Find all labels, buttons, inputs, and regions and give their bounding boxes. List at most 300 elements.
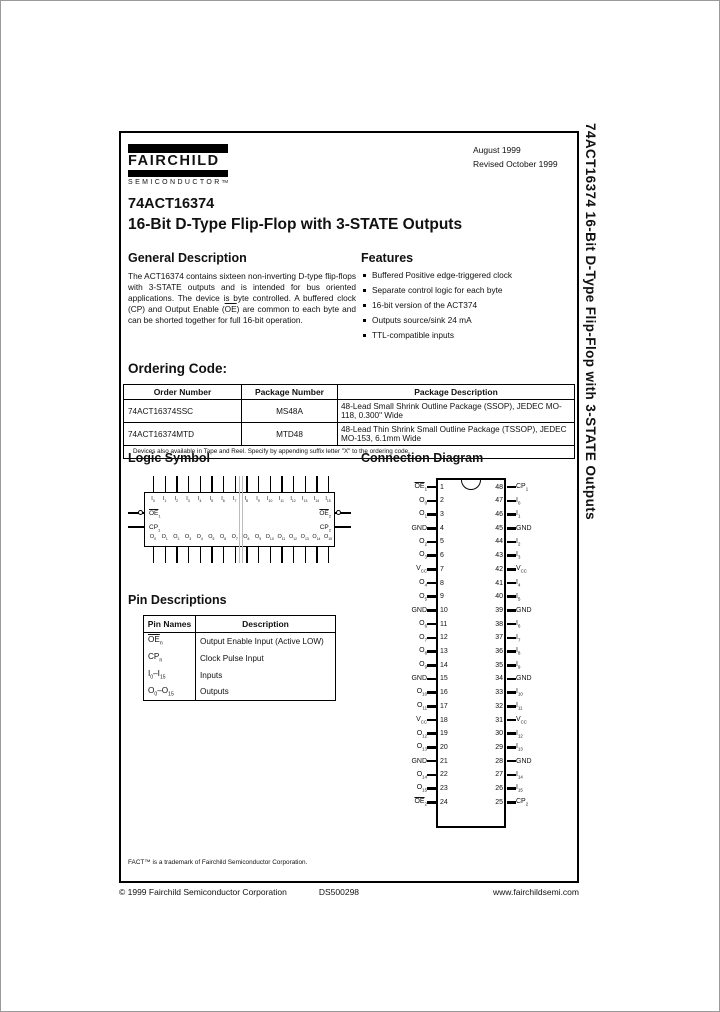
left-pin-label: $O_{12}$ bbox=[416, 729, 427, 738]
ordering-footnote: Devices also available in Tape and Reel. Specify by appending suffix letter "X" to the ordering code. bbox=[124, 446, 575, 459]
left-pin-number: 7 bbox=[440, 565, 444, 573]
section-heading-connection: Connection Diagram bbox=[361, 451, 484, 465]
pin-row bbox=[386, 494, 556, 508]
right-pin-number: 32 bbox=[495, 702, 503, 710]
left-pin-label: $O_8$ bbox=[419, 647, 427, 656]
right-pin-label: $I_1$ bbox=[516, 510, 521, 519]
right-pin-number: 29 bbox=[495, 743, 503, 751]
left-pin-label: GND bbox=[411, 524, 427, 532]
left-pin-number: 8 bbox=[440, 579, 444, 587]
left-pin-number: 9 bbox=[440, 593, 444, 601]
left-pin-label: $O_6$ bbox=[419, 619, 427, 629]
left-pin-label: GND bbox=[411, 757, 427, 765]
right-pin-label: $I_3$ bbox=[516, 551, 521, 560]
pin-stub-icon bbox=[507, 774, 516, 777]
output-pin-label: $O_4$ bbox=[196, 534, 203, 542]
output-pin-line bbox=[316, 547, 317, 563]
pin-stub-icon bbox=[507, 678, 516, 681]
left-pin-label: $O_7$ bbox=[419, 633, 427, 643]
output-pin-label: $O_{15}$ bbox=[324, 534, 333, 542]
pin-stub-icon bbox=[427, 500, 436, 503]
page-title: 16-Bit D-Type Flip-Flop with 3-STATE Outputs bbox=[128, 216, 463, 233]
ordering-col-package-description: Package Description bbox=[338, 385, 575, 400]
left-pin-number: 14 bbox=[440, 661, 448, 669]
pin-stub-icon bbox=[507, 595, 516, 598]
right-pin-label: $I_{14}$ bbox=[516, 770, 523, 780]
right-pin-label: GND bbox=[516, 757, 532, 765]
right-pin-number: 35 bbox=[495, 661, 503, 669]
left-pin-label: $O_{15}$ bbox=[416, 784, 427, 793]
pin-stub-icon bbox=[507, 554, 516, 557]
feature-item bbox=[361, 271, 575, 281]
ordering-header-row bbox=[124, 385, 575, 400]
right-pin-label: GND bbox=[516, 524, 532, 532]
pin-description-row bbox=[144, 667, 336, 684]
order-number-cell: 74ACT16374MTD bbox=[124, 423, 242, 446]
pin-stub-icon bbox=[427, 787, 436, 790]
sidebar-vertical-title: 74ACT16374 16-Bit D-Type Flip-Flop with 3-STATE Outputs bbox=[583, 123, 598, 521]
left-pin-label: $O_{14}$ bbox=[416, 770, 427, 780]
pin-row bbox=[386, 768, 556, 782]
output-pin-label: $O_7$ bbox=[231, 534, 238, 542]
trademark-note: FACT™ is a trademark of Fairchild Semiconductor Corporation. bbox=[128, 859, 308, 866]
input-pin-label: $I_{13}$ bbox=[302, 496, 308, 504]
bullet-icon bbox=[363, 274, 366, 277]
left-pin-number: 18 bbox=[440, 716, 448, 724]
pin-stub-icon bbox=[427, 609, 436, 612]
left-pin-label: $O_1$ bbox=[419, 510, 427, 519]
control-pin-label: $CP_1$ bbox=[149, 523, 161, 532]
pin-row bbox=[386, 727, 556, 741]
pin-table-body bbox=[144, 633, 336, 701]
pin-stub-icon bbox=[427, 637, 436, 640]
pin-stub-icon bbox=[427, 527, 436, 530]
input-pin-line bbox=[246, 476, 247, 492]
connection-ic bbox=[386, 471, 556, 833]
feature-text: Separate control logic for each byte bbox=[372, 284, 503, 295]
ordering-table bbox=[123, 384, 575, 459]
left-pin-label: GND bbox=[411, 606, 427, 614]
pin-name-cell: $CP_n$ bbox=[144, 650, 196, 667]
pin-stub-icon bbox=[507, 623, 516, 626]
right-pin-number: 47 bbox=[495, 497, 503, 505]
left-pin-number: 1 bbox=[440, 483, 444, 491]
left-pin-label: $\overline{OE}_2$ bbox=[414, 798, 427, 807]
pin-row bbox=[386, 700, 556, 714]
output-pin-label: $O_5$ bbox=[208, 534, 215, 542]
pin-stub-icon bbox=[427, 719, 436, 722]
input-pin-label: $I_{11}$ bbox=[278, 496, 284, 504]
pin-stub-icon bbox=[427, 595, 436, 598]
pin-table-header-row bbox=[144, 616, 336, 633]
left-pin-number: 15 bbox=[440, 675, 448, 683]
right-pin-number: 25 bbox=[495, 798, 503, 806]
output-pin-line bbox=[211, 547, 212, 563]
output-pin-label: $O_3$ bbox=[184, 534, 192, 542]
input-pin-line bbox=[316, 476, 317, 492]
right-pin-label: $I_4$ bbox=[516, 578, 521, 588]
pin-stub-icon bbox=[507, 486, 516, 489]
input-pin-label: $I_5$ bbox=[209, 496, 214, 504]
pin-stub-icon bbox=[427, 554, 436, 557]
pin-stub-icon bbox=[427, 650, 436, 653]
output-pin-label: $O_0$ bbox=[149, 534, 157, 542]
right-pin-label: $I_7$ bbox=[516, 633, 521, 643]
pin-row bbox=[386, 782, 556, 796]
left-pin-label: $O_0$ bbox=[419, 496, 427, 506]
pin-stub-icon bbox=[507, 609, 516, 612]
input-pin-line bbox=[223, 476, 224, 492]
feature-item bbox=[361, 331, 575, 341]
output-pin-label: $O_1$ bbox=[161, 534, 168, 542]
control-wire bbox=[128, 526, 144, 527]
pin-stub-icon bbox=[507, 527, 516, 530]
pin-row bbox=[386, 631, 556, 645]
section-heading-general: General Description bbox=[128, 251, 247, 265]
left-pin-number: 22 bbox=[440, 771, 448, 779]
pin-stub-icon bbox=[427, 774, 436, 777]
input-pin-line bbox=[293, 476, 294, 492]
left-pin-label: GND bbox=[411, 675, 427, 683]
pin-row bbox=[386, 590, 556, 604]
left-pin-label: $O_5$ bbox=[419, 592, 427, 601]
section-heading-features: Features bbox=[361, 251, 414, 265]
pin-row bbox=[386, 741, 556, 755]
output-pin-line bbox=[328, 547, 329, 563]
right-pin-label: $I_{10}$ bbox=[516, 688, 523, 697]
bullet-icon bbox=[363, 289, 366, 292]
pin-stub-icon bbox=[507, 691, 516, 694]
input-pin-label: $I_0$ bbox=[151, 496, 155, 504]
pin-descriptions-table bbox=[143, 615, 336, 701]
left-pin-label: $O_9$ bbox=[419, 661, 427, 670]
input-pin-label: $I_8$ bbox=[244, 496, 249, 504]
output-pin-label: $O_8$ bbox=[243, 534, 250, 542]
pin-stub-icon bbox=[507, 705, 516, 708]
bullet-icon bbox=[363, 304, 366, 307]
right-pin-label: $I_2$ bbox=[516, 537, 521, 547]
input-pin-label: $I_9$ bbox=[256, 496, 260, 504]
right-pin-label: $V_{CC}$ bbox=[516, 565, 527, 574]
pin-description-cell: Inputs bbox=[196, 667, 336, 684]
pin-stub-icon bbox=[507, 760, 516, 763]
feature-text: Buffered Positive edge-triggered clock bbox=[372, 270, 513, 280]
right-pin-number: 36 bbox=[495, 648, 503, 656]
right-pin-number: 45 bbox=[495, 524, 503, 532]
date-published: August 1999 bbox=[473, 145, 521, 155]
pin-stub-icon bbox=[427, 678, 436, 681]
left-pin-label: $O_4$ bbox=[419, 578, 427, 588]
output-pin-label: $O_{14}$ bbox=[312, 534, 321, 542]
pin-stub-icon bbox=[427, 664, 436, 667]
pin-stub-icon bbox=[507, 568, 516, 571]
pin-row bbox=[386, 521, 556, 535]
right-pin-number: 28 bbox=[495, 757, 503, 765]
left-pin-label: $\overline{OE}_1$ bbox=[414, 482, 427, 492]
right-pin-label: $I_{12}$ bbox=[516, 729, 523, 738]
left-pin-number: 2 bbox=[440, 497, 444, 505]
date-revised: Revised October 1999 bbox=[473, 159, 558, 169]
right-pin-number: 42 bbox=[495, 565, 503, 573]
pin-stub-icon bbox=[507, 787, 516, 790]
logo-name: FAIRCHILD bbox=[128, 153, 220, 169]
pin-row bbox=[386, 617, 556, 631]
pin-description-row bbox=[144, 633, 336, 650]
pin-stub-icon bbox=[507, 637, 516, 640]
bullet-icon bbox=[363, 334, 366, 337]
output-pin-line bbox=[305, 547, 306, 563]
right-pin-number: 46 bbox=[495, 511, 503, 519]
input-pin-line bbox=[188, 476, 189, 492]
pin-stub-icon bbox=[507, 801, 516, 804]
ordering-row bbox=[124, 423, 575, 446]
pin-row bbox=[386, 795, 556, 809]
pin-row bbox=[386, 686, 556, 700]
pin-stub-icon bbox=[427, 623, 436, 626]
left-pin-number: 17 bbox=[440, 702, 448, 710]
right-pin-number: 40 bbox=[495, 593, 503, 601]
pin-stub-icon bbox=[427, 801, 436, 804]
left-pin-number: 19 bbox=[440, 730, 448, 738]
revision-dates bbox=[473, 143, 558, 171]
feature-item bbox=[361, 286, 575, 296]
right-pin-number: 33 bbox=[495, 689, 503, 697]
left-pin-number: 13 bbox=[440, 648, 448, 656]
right-pin-label: $I_{11}$ bbox=[516, 702, 523, 711]
pin-stub-icon bbox=[507, 541, 516, 544]
input-pin-label: $I_2$ bbox=[174, 496, 179, 504]
left-pin-label: $O_{13}$ bbox=[416, 743, 427, 752]
byte-divider-line bbox=[242, 476, 243, 563]
left-pin-label: $O_2$ bbox=[419, 537, 427, 547]
input-pin-line bbox=[153, 476, 154, 492]
pin-stub-icon bbox=[427, 691, 436, 694]
pin-row bbox=[386, 480, 556, 494]
order-number-cell: 74ACT16374SSC bbox=[124, 400, 242, 423]
general-description-text: The ACT16374 contains sixteen non-inverting D-type flip-flops with 3-STATE outputs and is intended for bus oriented applications. The device is byte controlled. A buffered clock (CP) and Output Enable $(\overline{OE})$ are common to each byte and can be shorted together for full 16-bit operation. bbox=[128, 271, 356, 325]
pin-row bbox=[386, 754, 556, 768]
left-pin-number: 10 bbox=[440, 606, 448, 614]
trademark-symbol: TM bbox=[221, 179, 229, 184]
right-pin-label: $I_5$ bbox=[516, 592, 521, 601]
left-pin-number: 24 bbox=[440, 798, 448, 806]
website-url: www.fairchildsemi.com bbox=[493, 887, 579, 897]
copyright-text: © 1999 Fairchild Semiconductor Corporation bbox=[119, 887, 287, 897]
right-pin-number: 38 bbox=[495, 620, 503, 628]
input-pin-label: $I_3$ bbox=[186, 496, 190, 504]
output-pin-line bbox=[235, 547, 236, 563]
right-pin-number: 30 bbox=[495, 730, 503, 738]
right-pin-label: $I_8$ bbox=[516, 647, 521, 656]
right-pin-number: 37 bbox=[495, 634, 503, 642]
pin-row bbox=[386, 535, 556, 549]
input-pin-line bbox=[165, 476, 166, 492]
output-pin-label: $O_{12}$ bbox=[288, 534, 298, 542]
right-pin-label: $I_{13}$ bbox=[516, 743, 523, 752]
pin-stub-icon bbox=[507, 746, 516, 749]
package-number-cell: MTD48 bbox=[242, 423, 338, 446]
pin-name-cell: $O_0-O_{15}$ bbox=[144, 684, 196, 701]
left-pin-number: 11 bbox=[440, 620, 448, 628]
right-pin-label: $I_0$ bbox=[516, 496, 521, 506]
left-pin-number: 5 bbox=[440, 538, 444, 546]
pin-description-cell: Clock Pulse Input bbox=[196, 650, 336, 667]
input-pin-line bbox=[176, 476, 177, 492]
output-pin-label: $O_{13}$ bbox=[300, 534, 309, 542]
pin-col-description: Description bbox=[196, 616, 336, 633]
pin-description-cell: Outputs bbox=[196, 684, 336, 701]
pin-row bbox=[386, 672, 556, 686]
pin-stub-icon bbox=[427, 760, 436, 763]
right-pin-number: 48 bbox=[495, 483, 503, 491]
right-pin-label: $I_9$ bbox=[516, 661, 521, 670]
right-pin-label: $CP_2$ bbox=[516, 798, 529, 807]
pin-stub-icon bbox=[427, 486, 436, 489]
ordering-col-package-number: Package Number bbox=[242, 385, 338, 400]
input-pin-line bbox=[270, 476, 271, 492]
pin-description-row bbox=[144, 650, 336, 667]
ordering-table-body bbox=[124, 400, 575, 446]
left-pin-number: 16 bbox=[440, 689, 448, 697]
section-heading-ordering: Ordering Code: bbox=[128, 361, 228, 376]
feature-item bbox=[361, 316, 575, 326]
pin-stub-icon bbox=[507, 664, 516, 667]
pin-row bbox=[386, 658, 556, 672]
bullet-icon bbox=[363, 319, 366, 322]
input-pin-line bbox=[200, 476, 201, 492]
output-pin-line bbox=[153, 547, 154, 563]
right-pin-number: 31 bbox=[495, 716, 503, 724]
output-pin-line bbox=[165, 547, 166, 563]
input-pin-label: $I_4$ bbox=[197, 496, 202, 504]
feature-text: TTL-compatible inputs bbox=[372, 329, 455, 340]
right-pin-number: 27 bbox=[495, 771, 503, 779]
pin-stub-icon bbox=[427, 732, 436, 735]
control-pin-label: $CP_2$ bbox=[319, 523, 331, 532]
page-footer bbox=[119, 887, 579, 897]
feature-text: Outputs source/sink 24 mA bbox=[372, 314, 472, 325]
left-pin-number: 4 bbox=[440, 524, 444, 532]
right-pin-label: $V_{CC}$ bbox=[516, 715, 527, 725]
input-pin-label: $I_7$ bbox=[232, 496, 237, 504]
left-pin-number: 20 bbox=[440, 743, 448, 751]
left-pin-label: $O_{11}$ bbox=[417, 702, 427, 711]
left-pin-label: $V_{CC}$ bbox=[416, 565, 427, 574]
logo-subtitle: SEMICONDUCTOR™ bbox=[128, 179, 229, 186]
right-pin-number: 34 bbox=[495, 675, 503, 683]
page-frame bbox=[119, 131, 579, 883]
output-pin-line bbox=[258, 547, 259, 563]
input-pin-label: $I_1$ bbox=[162, 496, 167, 504]
right-pin-label: GND bbox=[516, 606, 532, 614]
output-pin-label: $O_2$ bbox=[173, 534, 180, 542]
pin-row bbox=[386, 713, 556, 727]
fairchild-logo bbox=[128, 144, 232, 186]
right-pin-number: 39 bbox=[495, 606, 503, 614]
output-pin-label: $O_9$ bbox=[254, 534, 262, 542]
pin-description-cell: Output Enable Input (Active LOW) bbox=[196, 633, 336, 650]
input-pin-line bbox=[258, 476, 259, 492]
pin-stub-icon bbox=[427, 568, 436, 571]
logo-bar-icon bbox=[128, 144, 228, 153]
pin-stub-icon bbox=[507, 513, 516, 516]
output-pin-line bbox=[200, 547, 201, 563]
feature-text: 16-bit version of the ACT374 bbox=[372, 299, 478, 310]
general-description-section bbox=[128, 251, 356, 326]
logo-bar-icon bbox=[128, 170, 228, 177]
input-pin-label: $I_{10}$ bbox=[267, 496, 273, 504]
left-pin-label: $O_{10}$ bbox=[416, 688, 427, 697]
input-pin-line bbox=[281, 476, 282, 492]
pin-stub-icon bbox=[507, 500, 516, 503]
output-pin-line bbox=[188, 547, 189, 563]
part-number: 74ACT16374 bbox=[128, 196, 215, 212]
logic-symbol-diagram bbox=[128, 471, 358, 593]
ordering-row bbox=[124, 400, 575, 423]
input-pin-label: $I_{14}$ bbox=[313, 496, 320, 504]
input-pin-line bbox=[328, 476, 329, 492]
input-pin-label: $I_6$ bbox=[221, 496, 225, 504]
control-pin-label: $\overline{OE}_2$ bbox=[319, 509, 331, 518]
right-pin-label: $I_6$ bbox=[516, 619, 521, 629]
pin-stub-icon bbox=[427, 541, 436, 544]
pin-stub-icon bbox=[427, 746, 436, 749]
package-number-cell: MS48A bbox=[242, 400, 338, 423]
output-pin-label: $O_{10}$ bbox=[265, 534, 274, 542]
pin-row bbox=[386, 645, 556, 659]
right-pin-label: $CP_1$ bbox=[516, 482, 529, 492]
left-pin-label: $V_{CC}$ bbox=[416, 715, 427, 725]
right-pin-number: 26 bbox=[495, 785, 503, 793]
pin-stub-icon bbox=[427, 705, 436, 708]
output-pin-line bbox=[223, 547, 224, 563]
right-pin-label: GND bbox=[516, 675, 532, 683]
package-description-cell: 48-Lead Small Shrink Outline Package (SSOP), JEDEC MO-118, 0.300" Wide bbox=[338, 400, 575, 423]
pin-row bbox=[386, 563, 556, 577]
pin-stub-icon bbox=[427, 513, 436, 516]
left-pin-number: 3 bbox=[440, 511, 444, 519]
right-pin-number: 44 bbox=[495, 538, 503, 546]
section-heading-pins: Pin Descriptions bbox=[128, 593, 227, 607]
output-pin-line bbox=[176, 547, 177, 563]
input-pin-line bbox=[305, 476, 306, 492]
output-pin-line bbox=[270, 547, 271, 563]
pin-name-cell: $I_0-I_{15}$ bbox=[144, 667, 196, 684]
ordering-col-order-number: Order Number bbox=[124, 385, 242, 400]
left-pin-number: 12 bbox=[440, 634, 448, 642]
pin-stub-icon bbox=[507, 650, 516, 653]
active-low-bubble-icon bbox=[138, 510, 143, 515]
left-pin-number: 21 bbox=[440, 757, 448, 765]
pin-col-names: Pin Names bbox=[144, 616, 196, 633]
pin-stub-icon bbox=[507, 719, 516, 722]
pin-row bbox=[386, 508, 556, 522]
pin-description-row bbox=[144, 684, 336, 701]
right-pin-number: 41 bbox=[495, 579, 503, 587]
pin-stub-icon bbox=[507, 582, 516, 585]
output-pin-label: $O_6$ bbox=[219, 534, 227, 542]
output-pin-label: $O_{11}$ bbox=[277, 534, 286, 542]
pin-row bbox=[386, 549, 556, 563]
right-pin-number: 43 bbox=[495, 552, 503, 560]
pin-name-cell: $\overline{OE}_n$ bbox=[144, 633, 196, 650]
byte-divider-line bbox=[239, 476, 240, 563]
input-pin-label: $I_{12}$ bbox=[290, 496, 296, 504]
left-pin-number: 23 bbox=[440, 785, 448, 793]
input-pin-label: $I_{15}$ bbox=[325, 496, 331, 504]
output-pin-line bbox=[293, 547, 294, 563]
pin-stub-icon bbox=[507, 732, 516, 735]
